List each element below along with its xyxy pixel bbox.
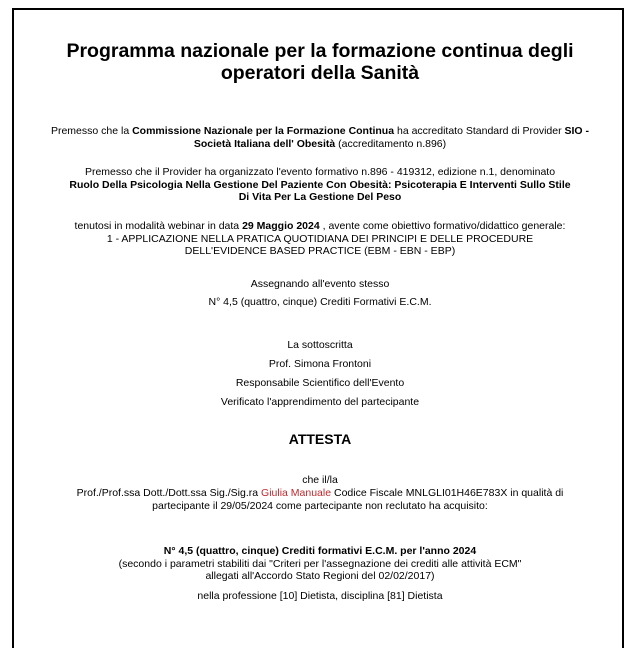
objective-line-2: DELL'EVIDENCE BASED PRACTICE (EBM - EBN - EBP) bbox=[184, 245, 456, 257]
assigning-text: Assegnando all'evento stesso bbox=[250, 278, 390, 290]
commission-name: Commissione Nazionale per la Formazione Continua bbox=[132, 125, 395, 137]
webinar-paragraph bbox=[40, 220, 600, 258]
result-paragraph bbox=[40, 545, 600, 583]
signatory-name: Prof. Simona Frontoni bbox=[268, 358, 372, 370]
provider-name: SIO - Società Italiana dell' Obesità bbox=[193, 125, 590, 150]
accreditation-paragraph: Premesso che la Commissione Nazionale per la Formazione Continua ha accreditato Standard di Provider SIO - Società Italiana dell' Obesità (accreditamento n.896) bbox=[50, 125, 590, 150]
title-line-1: Programma nazionale per la formazione continua degli bbox=[66, 40, 574, 62]
credits-amount: N° 4,5 (quattro, cinque) Crediti Formativi E.C.M. bbox=[208, 296, 432, 308]
certificate-title bbox=[30, 40, 610, 84]
event-title: Ruolo Della Psicologia Nella Gestione Del Paziente Con Obesità: Psicoterapia E Interventi Sullo Stile Di Vita Per La Gestione Del Peso bbox=[69, 178, 571, 203]
event-paragraph bbox=[40, 166, 600, 204]
participant-name: Giulia Manuale bbox=[261, 487, 332, 499]
profession-text: nella professione [10] Dietista, disciplina [81] Dietista bbox=[197, 590, 443, 602]
result-credits: N° 4,5 (quattro, cinque) Crediti formativi E.C.M. per l'anno 2024 bbox=[163, 545, 477, 557]
attesta-heading: ATTESTA bbox=[288, 431, 352, 447]
participant-paragraph bbox=[40, 487, 600, 512]
participant-line-1: Prof./Prof.ssa Dott./Dott.ssa Sig./Sig.ra Giulia Manuale Codice Fiscale MNLGLI01H46E783X in qualità di bbox=[76, 487, 564, 499]
title-line-2: operatori della Sanità bbox=[220, 62, 420, 84]
event-intro: Premesso che il Provider ha organizzato l'evento formativo n.896 - 419312, edizione n.1, denominato bbox=[84, 166, 556, 178]
signatory-intro: La sottoscritta bbox=[287, 339, 353, 351]
webinar-date-line: tenutosi in modalità webinar in data 29 Maggio 2024 , avente come obiettivo formativo/didattico generale: bbox=[74, 220, 566, 232]
event-date: 29 Maggio 2024 bbox=[242, 220, 320, 232]
result-params: (secondo i parametri stabiliti dai "Criteri per l'assegnazione dei crediti alle attività ECM" bbox=[118, 557, 522, 570]
attesta-who: che il/la bbox=[302, 474, 338, 486]
verification-text: Verificato l'apprendimento del partecipante bbox=[220, 396, 420, 408]
participant-line-2: partecipante il 29/05/2024 come partecipante non reclutato ha acquisito: bbox=[152, 499, 488, 512]
objective-line-1: 1 - APPLICAZIONE NELLA PRATICA QUOTIDIANA DEI PRINCIPI E DELLE PROCEDURE bbox=[106, 232, 534, 245]
signatory-role: Responsabile Scientifico dell'Evento bbox=[235, 377, 405, 389]
result-annex: allegati all'Accordo Stato Regioni del 02/02/2017) bbox=[205, 570, 435, 582]
